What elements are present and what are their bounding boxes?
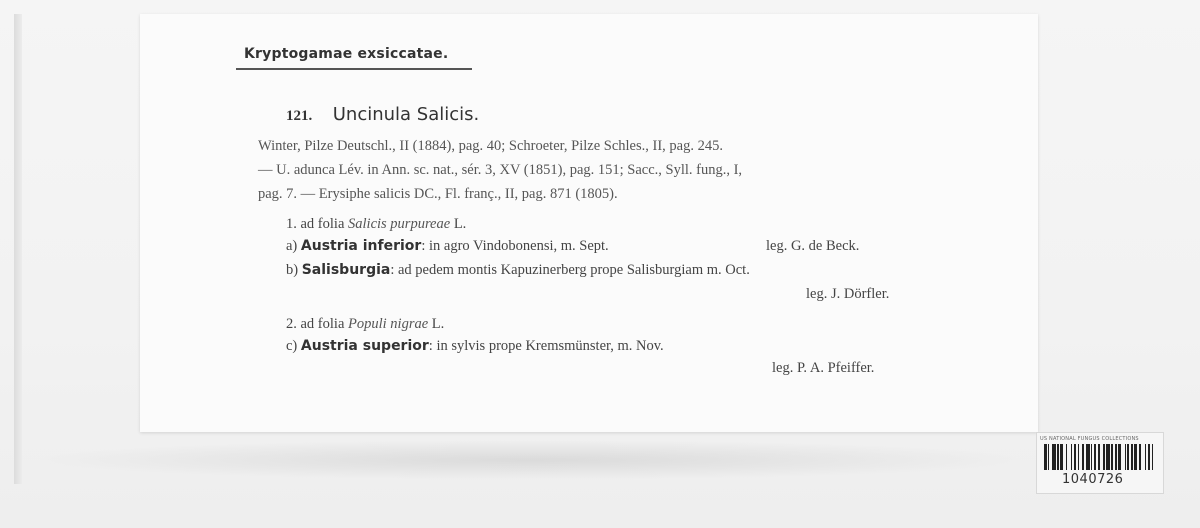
locality-line: a) Austria inferior: in agro Vindobonensi, m. Sept.	[286, 238, 609, 254]
collection-label: Kryptogamae exsiccatae.	[244, 46, 449, 62]
host-line: 1. ad folia Salicis purpureae L.	[286, 216, 467, 232]
locality-line: b) Salisburgia: ad pedem montis Kapuzinerberg prope Salisburgiam m. Oct.	[286, 262, 750, 278]
collector: leg. G. de Beck.	[766, 238, 860, 254]
host-name: Salicis purpureae	[348, 216, 451, 232]
barcode-caption: US NATIONAL FUNGUS COLLECTIONS	[1040, 436, 1139, 442]
specimen-name: Uncinula Salicis.	[332, 104, 480, 125]
reference-line: Winter, Pilze Deutschl., II (1884), pag. 40; Schroeter, Pilze Schles., II, pag. 245.	[258, 138, 723, 154]
sheet-edge	[14, 14, 22, 484]
reference-line: pag. 7. — Erysiphe salicis DC., Fl. franç., II, pag. 871 (1805).	[258, 186, 618, 202]
region-name: Austria inferior	[300, 238, 422, 254]
collector: leg. J. Dörfler.	[806, 286, 890, 302]
locality-line: c) Austria superior: in sylvis prope Kremsmünster, m. Nov.	[286, 338, 664, 354]
specimen-label	[140, 14, 1038, 432]
host-name: Populi nigrae	[348, 316, 429, 332]
region-name: Salisburgia	[301, 262, 391, 278]
specimen-title	[286, 104, 479, 125]
region-name: Austria superior	[300, 338, 429, 354]
catalog-number: 1040726	[1062, 472, 1124, 487]
specimen-number: 121.	[286, 108, 313, 124]
collector: leg. P. A. Pfeiffer.	[772, 360, 875, 376]
host-line: 2. ad folia Populi nigrae L.	[286, 316, 445, 332]
barcode-bar	[1153, 444, 1156, 470]
reference-line: — U. adunca Lév. in Ann. sc. nat., sér. 3, XV (1851), pag. 151; Sacc., Syll. fung., I,	[258, 162, 743, 178]
barcode	[1044, 444, 1156, 470]
sheet-shadow	[30, 440, 1030, 480]
collection-label-underline	[236, 68, 472, 70]
